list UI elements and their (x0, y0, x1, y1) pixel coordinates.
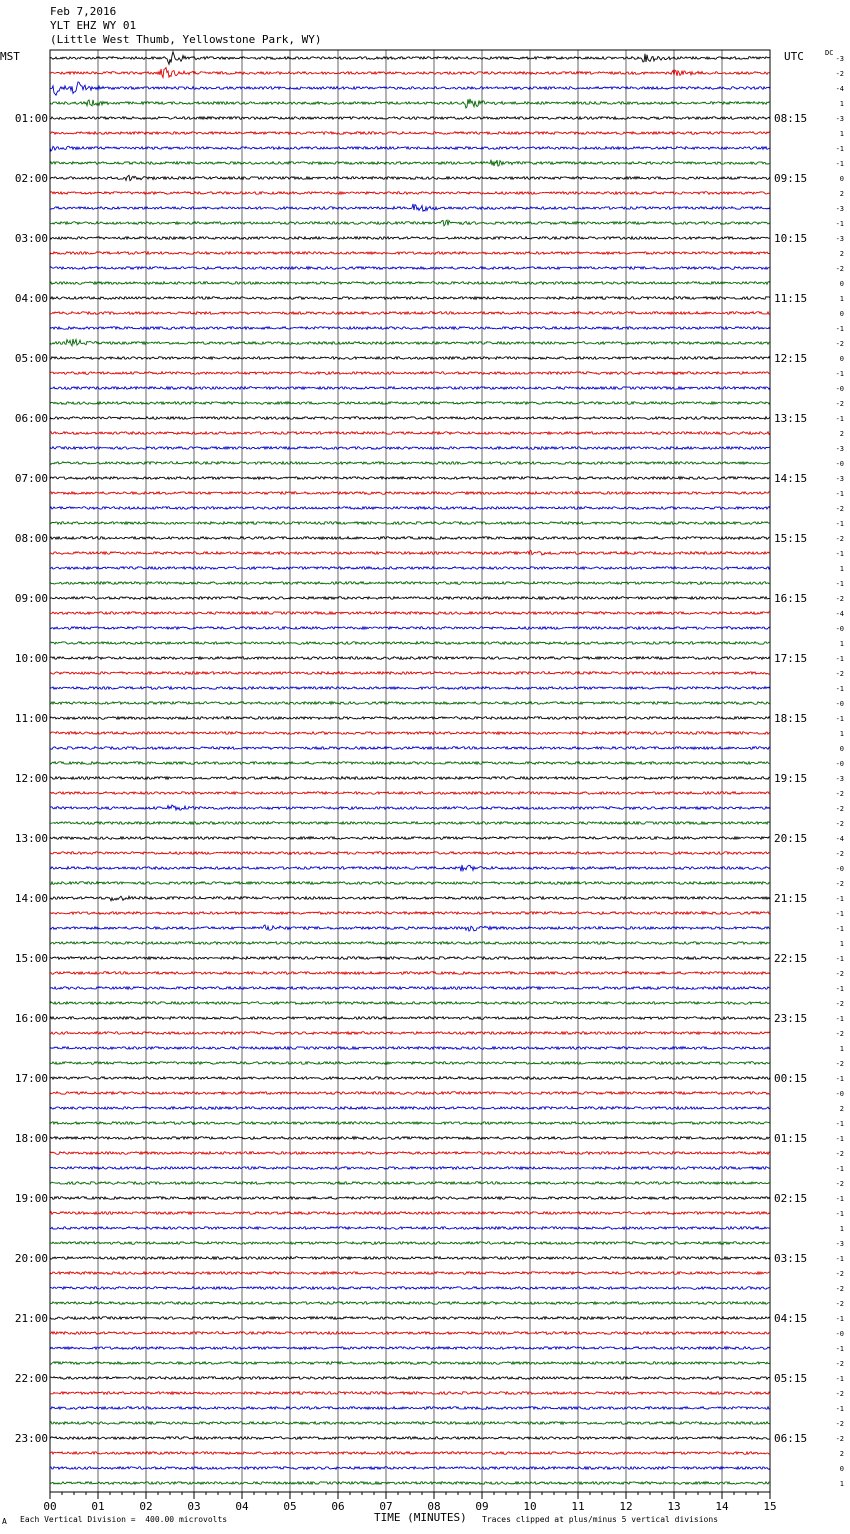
dc-offset-value: -1 (835, 370, 844, 378)
left-hour-label: 01:00 (14, 112, 48, 125)
dc-offset-value: -4 (835, 85, 844, 93)
dc-offset-value: -0 (835, 1330, 844, 1338)
dc-offset-value: -1 (835, 685, 844, 693)
trace-row (50, 642, 770, 645)
dc-offset-value: -2 (835, 70, 844, 78)
dc-offset-value: 1 (839, 640, 844, 648)
dc-offset-value: -1 (835, 520, 844, 528)
trace-row (50, 1467, 770, 1470)
dc-offset-header: DC (825, 49, 834, 57)
trace-row (50, 702, 770, 705)
trace-row (50, 837, 770, 840)
trace-row (50, 372, 770, 375)
date-title: Feb 7,2016 (50, 5, 117, 18)
dc-offset-value: -3 (835, 775, 844, 783)
left-hour-label: 13:00 (14, 832, 48, 845)
left-hour-label: 04:00 (14, 292, 48, 305)
dc-offset-value: -0 (835, 700, 844, 708)
dc-offset-value: -1 (835, 1405, 844, 1413)
dc-offset-value: -2 (835, 1435, 844, 1443)
left-hour-label: 12:00 (14, 772, 48, 785)
trace-row (50, 432, 770, 435)
left-hour-label: 22:00 (14, 1372, 48, 1385)
trace-row (50, 1017, 770, 1020)
dc-offset-value: 1 (839, 730, 844, 738)
dc-offset-value: -2 (835, 880, 844, 888)
trace-row (50, 732, 770, 735)
dc-offset-value: -1 (835, 910, 844, 918)
trace-row (50, 865, 770, 871)
dc-offset-value: -0 (835, 625, 844, 633)
dc-offset-value: 2 (839, 190, 844, 198)
trace-row (50, 1212, 770, 1215)
trace-row (50, 1482, 770, 1485)
dc-offset-value: -1 (835, 1195, 844, 1203)
right-hour-label: 08:15 (774, 112, 808, 125)
trace-row (50, 687, 770, 690)
trace-row (50, 417, 770, 420)
trace-row (50, 822, 770, 825)
right-hour-label: 05:15 (774, 1372, 808, 1385)
right-hour-label: 12:15 (774, 352, 808, 365)
dc-offset-value: 2 (839, 1450, 844, 1458)
trace-row (50, 82, 770, 95)
dc-offset-value: -1 (835, 1120, 844, 1128)
right-hour-label: 19:15 (774, 772, 808, 785)
left-hour-label: 19:00 (14, 1192, 48, 1205)
trace-row (50, 582, 770, 585)
right-hour-label: 15:15 (774, 532, 808, 545)
x-tick-label: 06 (331, 1500, 345, 1513)
x-tick-label: 03 (187, 1500, 201, 1513)
dc-offset-value: -1 (835, 1315, 844, 1323)
dc-offset-value: -1 (835, 490, 844, 498)
dc-offset-value: 1 (839, 1480, 844, 1488)
dc-offset-value: -2 (835, 970, 844, 978)
dc-offset-value: -4 (835, 610, 844, 618)
trace-row (50, 1437, 770, 1440)
x-tick-label: 15 (763, 1500, 777, 1513)
right-hour-label: 22:15 (774, 952, 808, 965)
trace-row (50, 132, 770, 135)
dc-offset-value: 1 (839, 1045, 844, 1053)
dc-offset-value: -3 (835, 115, 844, 123)
dc-offset-value: -1 (835, 1210, 844, 1218)
trace-row (50, 357, 770, 360)
trace-row (50, 1287, 770, 1290)
dc-offset-value: -2 (835, 805, 844, 813)
dc-offset-value: 0 (839, 1465, 844, 1473)
dc-offset-value: 1 (839, 295, 844, 303)
trace-row (50, 1092, 770, 1095)
right-hour-label: 20:15 (774, 832, 808, 845)
right-hour-label: 10:15 (774, 232, 808, 245)
trace-row (50, 1347, 770, 1350)
x-tick-label: 02 (139, 1500, 153, 1513)
dc-offset-value: -1 (835, 955, 844, 963)
right-hour-label: 01:15 (774, 1132, 808, 1145)
trace-row (50, 942, 770, 945)
dc-offset-value: 0 (839, 280, 844, 288)
dc-offset-value: -2 (835, 790, 844, 798)
right-hour-label: 06:15 (774, 1432, 808, 1445)
dc-offset-value: -2 (835, 340, 844, 348)
dc-offset-value: -4 (835, 835, 844, 843)
dc-offset-value: -2 (835, 1060, 844, 1068)
trace-row (50, 1302, 770, 1305)
x-tick-label: 13 (667, 1500, 681, 1513)
dc-offset-value: -3 (835, 475, 844, 483)
dc-offset-value: -2 (835, 505, 844, 513)
dc-offset-value: -1 (835, 325, 844, 333)
corner-mark: A (2, 1517, 7, 1526)
dc-offset-value: -2 (835, 1270, 844, 1278)
dc-offset-value: -0 (835, 1090, 844, 1098)
trace-row (50, 160, 770, 166)
trace-row (50, 1242, 770, 1245)
trace-row (50, 1077, 770, 1080)
dc-offset-value: 1 (839, 100, 844, 108)
trace-row (50, 882, 770, 885)
trace-row (50, 282, 770, 285)
left-hour-label: 03:00 (14, 232, 48, 245)
right-hour-label: 16:15 (774, 592, 808, 605)
x-tick-label: 05 (283, 1500, 297, 1513)
x-tick-label: 01 (91, 1500, 105, 1513)
dc-offset-value: -0 (835, 460, 844, 468)
dc-offset-value: -2 (835, 265, 844, 273)
right-hour-label: 09:15 (774, 172, 808, 185)
right-hour-label: 21:15 (774, 892, 808, 905)
x-tick-label: 08 (427, 1500, 441, 1513)
left-hour-label: 23:00 (14, 1432, 48, 1445)
trace-row (50, 987, 770, 990)
trace-row (50, 1407, 770, 1410)
x-tick-label: 14 (715, 1500, 729, 1513)
x-tick-label: 11 (571, 1500, 585, 1513)
left-hour-label: 11:00 (14, 712, 48, 725)
dc-offset-value: -1 (835, 220, 844, 228)
trace-row (50, 237, 770, 240)
trace-row (50, 1227, 770, 1230)
trace-row (50, 99, 770, 108)
dc-offset-value: -2 (835, 535, 844, 543)
dc-offset-value: -1 (835, 1165, 844, 1173)
dc-offset-value: -1 (835, 985, 844, 993)
trace-row (50, 175, 770, 180)
trace-row (50, 52, 770, 65)
trace-row (50, 612, 770, 615)
right-hour-label: 02:15 (774, 1192, 808, 1205)
dc-offset-value: -2 (835, 1300, 844, 1308)
dc-offset-value: -3 (835, 445, 844, 453)
dc-offset-value: -2 (835, 1285, 844, 1293)
trace-row (50, 220, 770, 226)
left-hour-label: 05:00 (14, 352, 48, 365)
right-hour-label: 18:15 (774, 712, 808, 725)
trace-row (50, 312, 770, 315)
dc-offset-value: 2 (839, 430, 844, 438)
dc-offset-value: -1 (835, 1075, 844, 1083)
left-hour-label: 16:00 (14, 1012, 48, 1025)
trace-row (50, 1032, 770, 1035)
left-hour-label: 02:00 (14, 172, 48, 185)
trace-row (50, 1257, 770, 1260)
x-tick-label: 10 (523, 1500, 537, 1513)
trace-row (50, 1047, 770, 1050)
left-hour-label: 15:00 (14, 952, 48, 965)
right-timezone-label: UTC (784, 50, 804, 63)
dc-offset-value: 1 (839, 565, 844, 573)
trace-row (50, 762, 770, 765)
dc-offset-value: -2 (835, 1420, 844, 1428)
trace-row (50, 252, 770, 255)
dc-offset-value: -2 (835, 1030, 844, 1038)
dc-offset-value: -1 (835, 160, 844, 168)
trace-row (50, 192, 770, 195)
trace-row (50, 792, 770, 795)
dc-offset-value: -1 (835, 145, 844, 153)
trace-row (50, 1272, 770, 1275)
right-hour-label: 14:15 (774, 472, 808, 485)
dc-offset-value: -1 (835, 1135, 844, 1143)
trace-row (50, 1452, 770, 1455)
right-hour-label: 17:15 (774, 652, 808, 665)
dc-offset-value: -1 (835, 1375, 844, 1383)
dc-offset-value: -2 (835, 850, 844, 858)
dc-offset-value: -3 (835, 205, 844, 213)
dc-offset-value: -1 (835, 1345, 844, 1353)
right-hour-label: 04:15 (774, 1312, 808, 1325)
trace-row (50, 896, 770, 901)
dc-offset-value: -0 (835, 760, 844, 768)
left-hour-label: 08:00 (14, 532, 48, 545)
dc-offset-value: -3 (835, 235, 844, 243)
location-title: (Little West Thumb, Yellowstone Park, WY) (50, 33, 322, 46)
right-hour-label: 13:15 (774, 412, 808, 425)
trace-row (50, 477, 770, 480)
x-tick-label: 04 (235, 1500, 249, 1513)
dc-offset-value: -2 (835, 595, 844, 603)
trace-row (50, 1107, 770, 1110)
trace-row (50, 1377, 770, 1380)
trace-row (50, 1332, 770, 1335)
dc-offset-value: -1 (835, 895, 844, 903)
right-hour-label: 00:15 (774, 1072, 808, 1085)
dc-offset-value: 1 (839, 130, 844, 138)
plot-frame (50, 50, 770, 1492)
trace-row (50, 1002, 770, 1005)
dc-offset-value: -1 (835, 925, 844, 933)
x-tick-label: 12 (619, 1500, 633, 1513)
dc-offset-value: -2 (835, 1390, 844, 1398)
left-hour-label: 10:00 (14, 652, 48, 665)
trace-row (50, 747, 770, 750)
left-hour-label: 20:00 (14, 1252, 48, 1265)
x-tick-label: 07 (379, 1500, 393, 1513)
trace-row (50, 925, 770, 931)
trace-row (50, 492, 770, 495)
trace-row (50, 1122, 770, 1125)
trace-row (50, 1167, 770, 1170)
trace-row (50, 146, 770, 151)
dc-offset-value: -1 (835, 550, 844, 558)
dc-offset-value: 0 (839, 745, 844, 753)
trace-row (50, 537, 770, 540)
left-hour-label: 07:00 (14, 472, 48, 485)
trace-row (50, 1137, 770, 1140)
trace-row (50, 717, 770, 720)
dc-offset-value: -1 (835, 1255, 844, 1263)
trace-row (50, 327, 770, 330)
left-hour-label: 06:00 (14, 412, 48, 425)
trace-row (50, 204, 770, 211)
trace-row (50, 117, 770, 120)
dc-offset-value: -2 (835, 670, 844, 678)
trace-row (50, 627, 770, 630)
dc-offset-value: -1 (835, 1015, 844, 1023)
dc-offset-value: -1 (835, 655, 844, 663)
left-hour-label: 14:00 (14, 892, 48, 905)
trace-row (50, 597, 770, 600)
trace-row (50, 1197, 770, 1200)
dc-offset-value: -2 (835, 1000, 844, 1008)
left-timezone-label: MST (0, 50, 20, 63)
trace-row (50, 267, 770, 270)
trace-row (50, 852, 770, 855)
trace-row (50, 657, 770, 660)
trace-row (50, 972, 770, 975)
dc-offset-value: -1 (835, 415, 844, 423)
trace-row (50, 387, 770, 390)
dc-offset-value: 2 (839, 250, 844, 258)
x-axis-label: TIME (MINUTES) (374, 1511, 467, 1524)
left-hour-label: 21:00 (14, 1312, 48, 1325)
right-hour-label: 03:15 (774, 1252, 808, 1265)
trace-row (50, 550, 770, 555)
trace-row (50, 672, 770, 675)
trace-row (50, 1317, 770, 1320)
dc-offset-value: -2 (835, 400, 844, 408)
clip-note: Traces clipped at plus/minus 5 vertical divisions (482, 1515, 719, 1524)
dc-offset-value: 0 (839, 175, 844, 183)
left-hour-label: 09:00 (14, 592, 48, 605)
trace-row (50, 462, 770, 465)
dc-offset-value: -3 (835, 55, 844, 63)
dc-offset-value: 1 (839, 1225, 844, 1233)
trace-row (50, 957, 770, 960)
dc-offset-value: -3 (835, 1240, 844, 1248)
trace-row (50, 912, 770, 915)
trace-row (50, 507, 770, 510)
x-tick-label: 09 (475, 1500, 489, 1513)
dc-offset-value: 2 (839, 1105, 844, 1113)
x-tick-label: 00 (43, 1500, 57, 1513)
left-hour-label: 17:00 (14, 1072, 48, 1085)
trace-row (50, 567, 770, 570)
trace-row (50, 805, 770, 810)
dc-offset-value: -1 (835, 715, 844, 723)
trace-row (50, 1062, 770, 1065)
trace-row (50, 777, 770, 780)
right-hour-label: 11:15 (774, 292, 808, 305)
dc-offset-value: -0 (835, 385, 844, 393)
dc-offset-value: -2 (835, 820, 844, 828)
trace-row (50, 1362, 770, 1365)
trace-row (50, 1152, 770, 1155)
trace-row (50, 522, 770, 525)
dc-offset-value: 1 (839, 940, 844, 948)
station-title: YLT EHZ WY 01 (50, 19, 137, 32)
dc-offset-value: -2 (835, 1150, 844, 1158)
left-hour-label: 18:00 (14, 1132, 48, 1145)
dc-offset-value: -2 (835, 1180, 844, 1188)
trace-row (50, 339, 770, 346)
scale-note: Each Vertical Division = 400.00 microvolts (20, 1515, 228, 1524)
dc-offset-value: -0 (835, 865, 844, 873)
trace-row (50, 297, 770, 300)
right-hour-label: 23:15 (774, 1012, 808, 1025)
dc-offset-value: -2 (835, 1360, 844, 1368)
trace-row (50, 68, 770, 78)
dc-offset-value: 0 (839, 355, 844, 363)
dc-offset-value: 0 (839, 310, 844, 318)
trace-row (50, 402, 770, 405)
trace-row (50, 1392, 770, 1395)
trace-row (50, 447, 770, 450)
dc-offset-value: -1 (835, 580, 844, 588)
trace-row (50, 1422, 770, 1425)
trace-row (50, 1182, 770, 1185)
